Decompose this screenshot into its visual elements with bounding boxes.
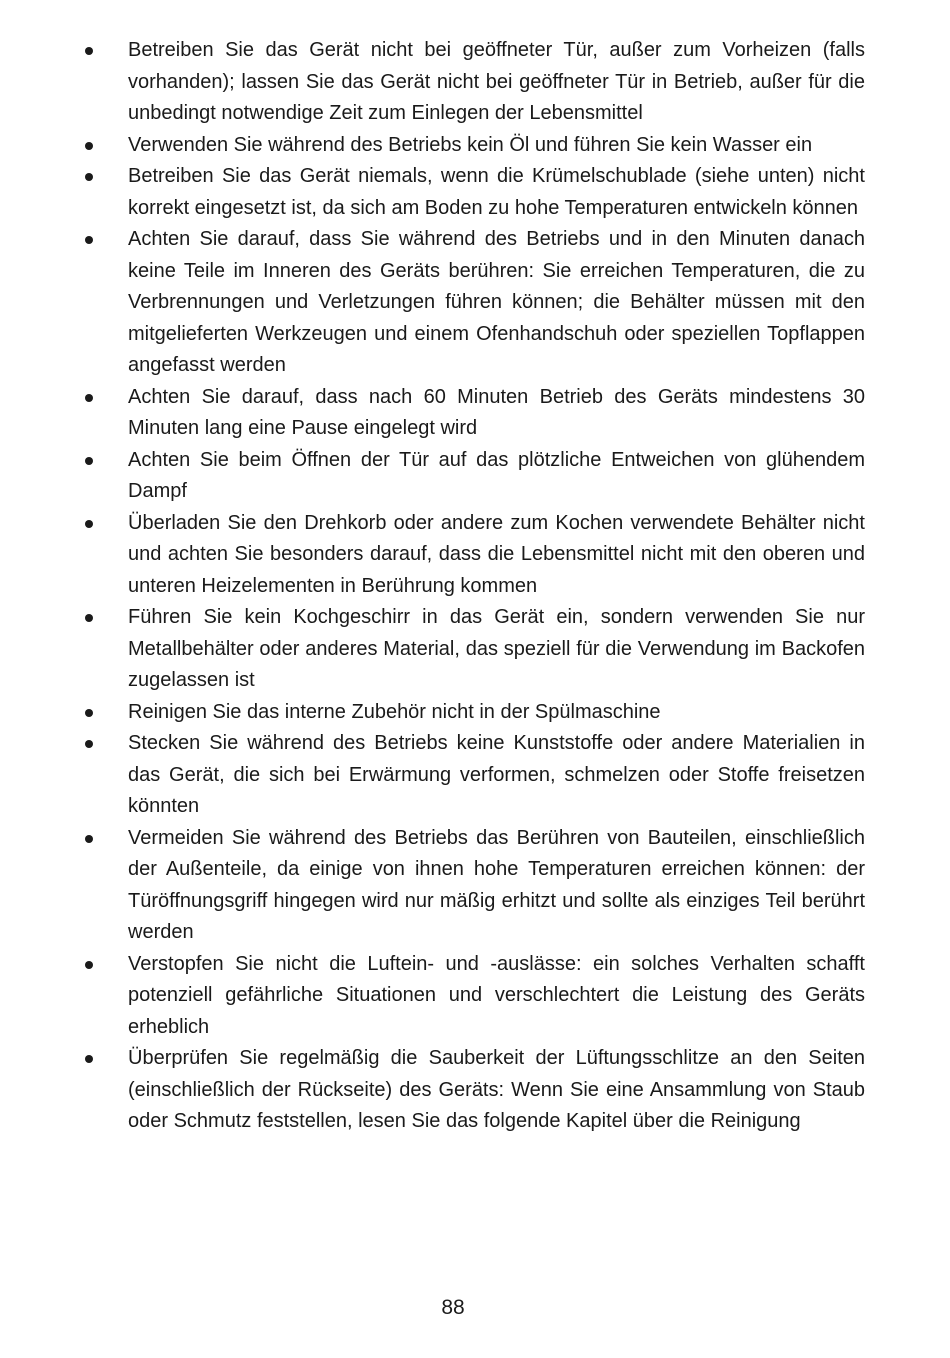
bullet-icon (85, 835, 93, 843)
list-item-text: Überladen Sie den Drehkorb oder andere zum Kochen verwendete Behälter nicht und achten Sie besonders darauf, dass die Lebensmittel nicht mit den oberen und unteren Heizelementen in Berührung kommen (128, 511, 865, 597)
list-item-text: Achten Sie darauf, dass nach 60 Minuten Betrieb des Geräts mindestens 30 Minuten lang eine Pause eingelegt wird (128, 385, 865, 439)
list-item (0, 35, 865, 130)
bullet-icon (85, 740, 93, 748)
list-item (0, 161, 865, 224)
list-item (0, 224, 865, 382)
bullet-icon (85, 520, 93, 528)
list-item (0, 823, 865, 949)
list-item-text: Betreiben Sie das Gerät nicht bei geöffneter Tür, außer zum Vorheizen (falls vorhanden); lassen Sie das Gerät nicht bei geöffneter Tür in Betrieb, außer für die unbedingt notwendige Zeit zum Einlegen der Lebensmittel (128, 39, 865, 124)
list-item (0, 697, 865, 729)
list-item-text: Betreiben Sie das Gerät niemals, wenn die Krümelschublade (siehe unten) nicht korrekt eingesetzt ist, da sich am Boden zu hohe Temperaturen entwickeln können (128, 165, 865, 219)
list-item (0, 130, 865, 162)
page-content (0, 35, 950, 1138)
bullet-icon (85, 142, 93, 150)
list-item (0, 508, 865, 603)
list-item (0, 445, 865, 508)
bullet-icon (85, 457, 93, 465)
list-item-text: Führen Sie kein Kochgeschirr in das Gerät ein, sondern verwenden Sie nur Metallbehälter oder anderes Material, das speziell für die Verwendung im Backofen zugelassen ist (128, 606, 865, 691)
list-item (0, 602, 865, 697)
bullet-icon (85, 961, 93, 969)
bullet-icon (85, 1055, 93, 1063)
bullet-icon (85, 47, 93, 55)
list-item (0, 728, 865, 823)
list-item (0, 949, 865, 1044)
bullet-icon (85, 709, 93, 717)
list-item-text: Reinigen Sie das interne Zubehör nicht in der Spülmaschine (128, 700, 661, 723)
safety-instructions-list (0, 35, 950, 1138)
list-item (0, 1043, 865, 1138)
list-item-text: Stecken Sie während des Betriebs keine Kunststoffe oder andere Materialien in das Gerät, die sich bei Erwärmung verformen, schmelzen oder Stoffe freisetzen könnten (128, 732, 865, 817)
list-item-text: Überprüfen Sie regelmäßig die Sauberkeit der Lüftungsschlitze an den Seiten (einschließlich der Rückseite) des Geräts: Wenn Sie eine Ansammlung von Staub oder Schmutz feststellen, lesen Sie das folgende Kapitel über die Reinigung (128, 1047, 865, 1132)
list-item-text: Achten Sie beim Öffnen der Tür auf das plötzliche Entweichen von glühendem Dampf (128, 448, 865, 502)
list-item-text: Vermeiden Sie während des Betriebs das Berühren von Bauteilen, einschließlich der Außenteile, da einige von ihnen hohe Temperaturen erreichen können: der Türöffnungsgriff hingegen wird nur mäßig erhitzt und sollte als einziges Teil berührt werden (128, 826, 865, 943)
bullet-icon (85, 614, 93, 622)
list-item-text: Verstopfen Sie nicht die Luftein- und -auslässe: ein solches Verhalten schafft potenziell gefährliche Situationen und verschlechtert die Leistung des Geräts erheblich (128, 952, 865, 1038)
bullet-icon (85, 394, 93, 402)
list-item-text: Verwenden Sie während des Betriebs kein Öl und führen Sie kein Wasser ein (128, 133, 813, 156)
page-number: 88 (441, 1296, 465, 1319)
list-item-text: Achten Sie darauf, dass Sie während des Betriebs und in den Minuten danach keine Teile im Inneren des Geräts berühren: Sie erreichen Temperaturen, die zu Verbrennungen und Verletzungen führen können; die Behälter müssen mit den mitgelieferten Werkzeugen und einem Ofenhandschuh oder speziellen Topflappen angefasst werden (128, 228, 865, 376)
list-item (0, 382, 865, 445)
bullet-icon (85, 173, 93, 181)
bullet-icon (85, 236, 93, 244)
